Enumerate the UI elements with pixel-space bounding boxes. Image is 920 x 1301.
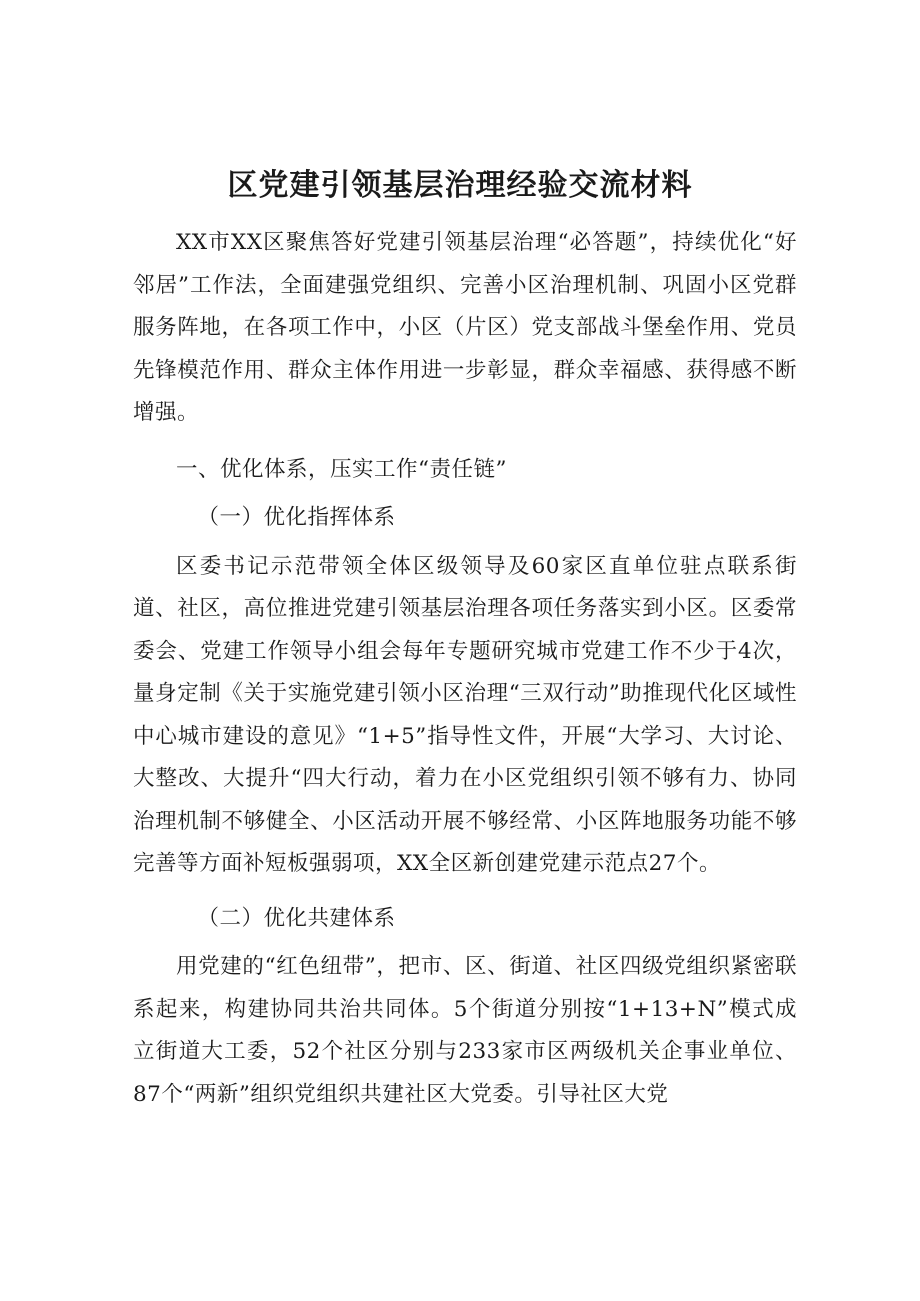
- cobuild-system-paragraph: 用党建的“红色纽带”，把市、区、街道、社区四级党组织紧密联系起来，构建协同共治共同体。5个街道分别按“1+13+N”模式成立街道大工委，52个社区分别与233家市区两级机关企事业单位、87个“两新”组织党组织共建社区大党委。引导社区大党: [133, 954, 797, 1107]
- document-body: [133, 222, 797, 1116]
- intro-paragraph: XX市XX区聚焦答好党建引领基层治理“必答题”，持续优化“好邻居”工作法，全面建强党组织、完善小区治理机制、巩固小区党群服务阵地，在各项工作中，小区（片区）党支部战斗堡垒作用、党员先锋模范作用、群众主体作用进一步彰显，群众幸福感、获得感不断增强。: [133, 230, 797, 425]
- spacer: [133, 886, 797, 894]
- spacer: [133, 435, 797, 443]
- subsection-heading-cobuild: （二）优化共建体系: [197, 905, 396, 931]
- section-heading: 一、优化体系，压实工作“责任链”: [176, 456, 507, 482]
- command-system-paragraph: 区委书记示范带领全体区级领导及60家区直单位驻点联系街道、社区，高位推进党建引领基层治理各项任务落实到小区。区委常委会、党建工作领导小组会每年专题研究城市党建工作不少于4次，量身定制《关于实施党建引领小区治理“三双行动”助推现代化区域性中心城市建设的意见》“1+5”指导性文件，开展“大学习、大讨论、大整改、大提升“四大行动，着力在小区党组织引领不够有力、协同治理机制不够健全、小区活动开展不够经常、小区阵地服务功能不够完善等方面补短板强弱项，XX全区新创建党建示范点27个。: [133, 553, 797, 876]
- document-title: 区党建引领基层治理经验交流材料: [227, 168, 693, 203]
- subsection-heading-command: （一）优化指挥体系: [197, 505, 396, 530]
